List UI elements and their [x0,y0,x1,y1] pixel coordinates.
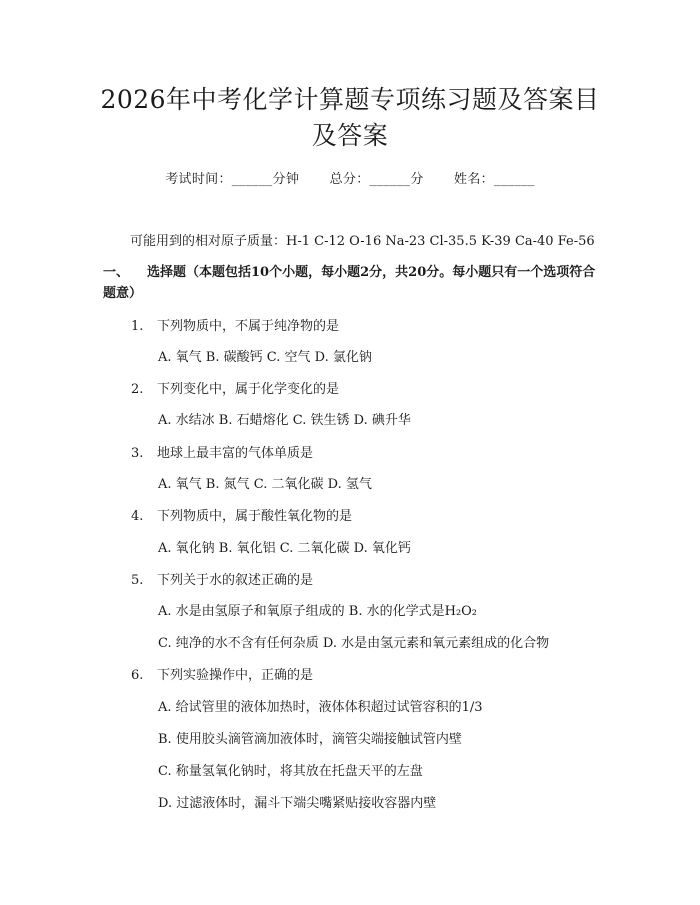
question-stem: 下列关于水的叙述正确的是 [157,573,314,588]
question-number: 3. [131,446,144,461]
question-2-options: A. 水结冰 B. 石蜡熔化 C. 铁生锈 D. 碘升华 [158,413,411,428]
question-1 [131,315,339,334]
question-6-option-c: C. 称量氢氧化钠时，将其放在托盘天平的左盘 [158,764,423,779]
question-5-option-line-2: C. 纯净的水不含有任何杂质 D. 水是由氢元素和氧元素组成的化合物 [158,636,550,651]
title-line-2: 及答案 [311,121,389,150]
exam-name: 姓名：______ [454,172,535,187]
question-2 [131,378,339,397]
section-number: 一、 [103,265,130,280]
exam-info [0,168,700,187]
question-6-option-b: B. 使用胶头滴管滴加液体时，滴管尖端接触试管内壁 [158,732,462,747]
question-stem: 下列物质中，属于酸性氧化物的是 [157,509,353,524]
question-1-options: A. 氧气 B. 碳酸钙 C. 空气 D. 氯化钠 [158,350,372,365]
question-3-options: A. 氧气 B. 氮气 C. 二氧化碳 D. 氢气 [158,477,372,492]
question-number: 5. [131,573,144,588]
atomic-masses: 可能用到的相对原子质量：H-1 C-12 O-16 Na-23 Cl-35.5 K-39 Ca-40 Fe-56 [130,234,595,249]
exam-time: 考试时间：______分钟 [165,172,300,187]
question-number: 2. [131,382,144,397]
question-6-option-a: A. 给试管里的液体加热时，液体体积超过试管容积的1/3 [158,700,483,715]
exam-score: 总分：______分 [329,172,424,187]
question-stem: 地球上最丰富的气体单质是 [157,446,314,461]
question-stem: 下列变化中，属于化学变化的是 [157,382,340,397]
title-line-1: 2026年中考化学计算题专项练习题及答案目 [100,85,600,114]
question-number: 6. [131,668,144,683]
question-3 [131,442,313,461]
question-number: 4. [131,509,144,524]
section-text: 选择题（本题包括10个小题，每小题2分，共20分。每小题只有一个选项符合题意） [103,265,596,301]
question-6 [131,664,313,683]
question-4 [131,505,352,524]
question-4-options: A. 氧化钠 B. 氧化铝 C. 二氧化碳 D. 氧化钙 [158,541,411,556]
document-title [60,82,640,154]
question-stem: 下列实验操作中，正确的是 [157,668,314,683]
question-stem: 下列物质中，不属于纯净物的是 [157,319,340,334]
section-heading [103,262,603,304]
question-number: 1. [131,319,144,334]
question-5-option-line-1: A. 水是由氢原子和氧原子组成的 B. 水的化学式是H₂O₂ [158,604,478,619]
question-6-option-d: D. 过滤液体时，漏斗下端尖嘴紧贴接收容器内壁 [158,796,437,811]
question-5 [131,569,313,588]
